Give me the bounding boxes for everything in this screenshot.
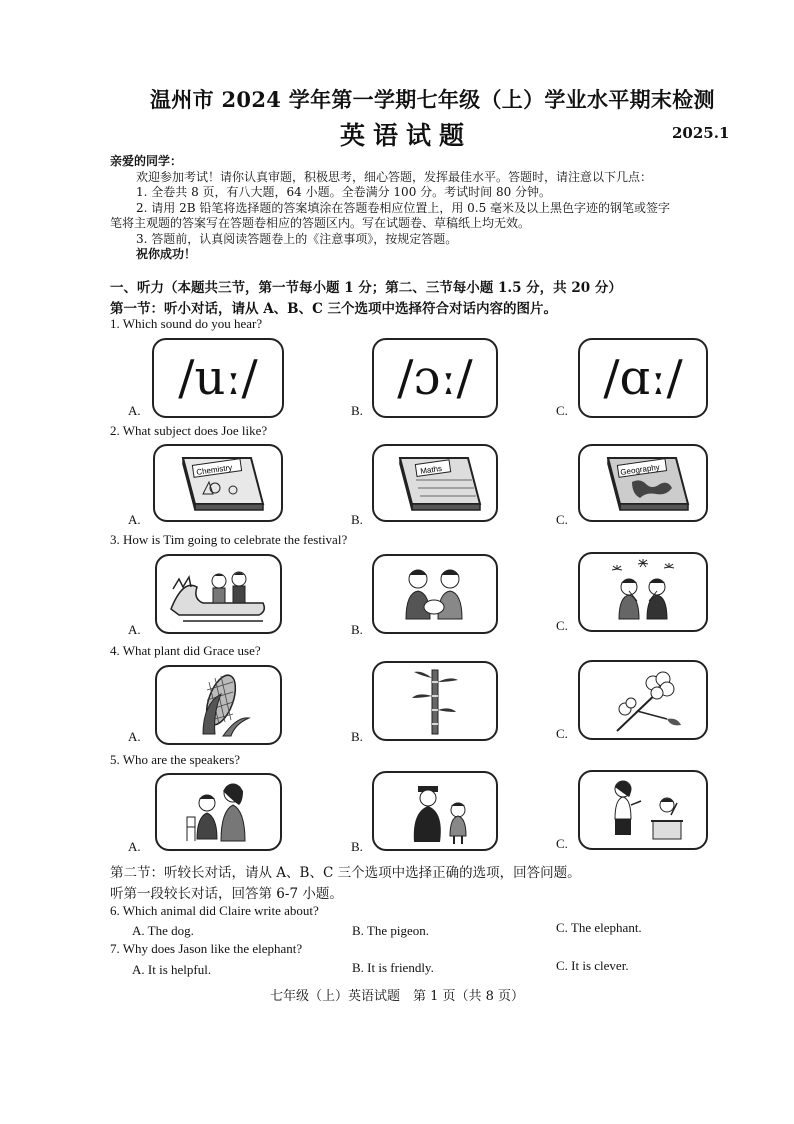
instruction-line: 笔将主观题的答案写在答题卷相应的答题区内。写在试题卷、草稿纸上均无效。 [110,216,531,230]
exam-subtitle: 英语试题 [340,121,473,150]
answer-option-a[interactable]: A. The dog. [132,923,194,938]
chemistry-book-icon [163,450,273,516]
page-footer: 七年级（上）英语试题 第 1 页（共 8 页） [269,989,525,1004]
fireworks-icon [587,557,699,627]
geography-book-icon [588,450,698,516]
greeting: 亲爱的同学： [110,154,183,168]
option-letter-b: B. [351,729,363,744]
option-letter-a: A. [128,512,141,527]
option-letter-a: A. [128,403,141,418]
exam-title: 温州市 2024 学年第一学期七年级（上）学业水平期末检测 [150,87,715,112]
section1-heading: 第一节：听小对话，请从 A、B、C 三个选项中选择符合对话内容的图片。 [110,301,558,317]
book-label: Maths [419,463,443,476]
phonetic-symbol: /ɔː/ [397,350,473,406]
police-officer-and-child-icon [380,776,490,846]
option-image-a[interactable] [155,665,282,745]
option-letter-b: B. [351,512,363,527]
teacher-and-student-icon [587,775,699,845]
answer-option-b[interactable]: B. It is friendly. [352,960,434,975]
option-image-c[interactable] [578,444,708,522]
option-letter-c: C. [556,836,568,851]
section2-subheading: 听第一段较长对话，回答第 6-7 小题。 [110,886,343,902]
dragon-boat-icon [163,559,275,629]
option-letter-c: C. [556,726,568,741]
question-7: 7. Why does Jason like the elephant? [110,941,303,956]
children-making-dumplings-icon [380,559,490,629]
question-3: 3. How is Tim going to celebrate the festival? [110,532,348,547]
bamboo-icon [380,666,490,736]
instruction-line: 欢迎参加考试！请你认真审题，积极思考，细心答题，发挥最佳水平。答题时，请注意以下几点： [136,169,653,184]
section2-heading: 第二节：听较长对话，请从 A、B、C 三个选项中选择正确的选项，回答问题。 [110,865,581,881]
instruction-line: 1. 全卷共 8 页，有八大题，64 小题。全卷满分 100 分。考试时间 80 分钟。 [136,185,552,199]
cotton-icon [587,665,699,735]
exam-date: 2025.1 [672,124,730,142]
instruction-line: 2. 请用 2B 铅笔将选择题的答案填涂在答题卷相应位置上，用 0.5 毫米及以上黑色字迹的钢笔或签字 [136,200,671,215]
book-label: Geography [619,462,661,478]
option-image-c[interactable] [578,552,708,632]
option-image-b[interactable] [372,661,498,741]
question-1: 1. Which sound do you hear? [110,316,263,331]
answer-option-c[interactable]: C. It is clever. [556,958,629,973]
option-image-a[interactable] [155,773,282,851]
answer-option-c[interactable]: C. The elephant. [556,920,642,935]
option-letter-b: B. [351,403,363,418]
instruction-line: 3. 答题前，认真阅读答题卷上的《注意事项》，按规定答题。 [136,231,458,246]
question-2: 2. What subject does Joe like? [110,423,268,438]
question-6: 6. Which animal did Claire write about? [110,903,319,918]
option-letter-a: A. [128,622,141,637]
option-image-a[interactable] [155,554,282,634]
option-letter-c: C. [556,618,568,633]
option-letter-b: B. [351,839,363,854]
option-image-a[interactable] [153,444,283,522]
option-image-c[interactable] [578,338,708,418]
part1-heading: 一、听力（本题共三节，第一节每小题 1 分；第二、三节每小题 1.5 分，共 20 分） [110,280,622,296]
option-letter-c: C. [556,403,568,418]
option-image-c[interactable] [578,660,708,740]
book-label: Chemistry [195,462,233,477]
option-image-b[interactable] [372,771,498,851]
maths-book-icon [380,450,490,516]
phonetic-symbol: /ɑː/ [603,350,683,406]
option-letter-a: A. [128,729,141,744]
option-letter-c: C. [556,512,568,527]
answer-option-b[interactable]: B. The pigeon. [352,923,430,938]
phonetic-symbol: /uː/ [178,350,258,406]
corn-icon [163,670,275,740]
option-image-c[interactable] [578,770,708,850]
answer-option-a[interactable]: A. It is helpful. [132,962,212,977]
option-image-b[interactable] [372,338,498,418]
option-image-b[interactable] [372,554,498,634]
question-5: 5. Who are the speakers? [110,752,241,767]
closing: 祝你成功！ [136,247,197,261]
mother-and-child-icon [163,777,275,847]
option-image-a[interactable] [152,338,284,418]
option-image-b[interactable] [372,444,498,522]
option-letter-a: A. [128,839,141,854]
question-4: 4. What plant did Grace use? [110,643,261,658]
instructions [110,154,710,263]
option-letter-b: B. [351,622,363,637]
